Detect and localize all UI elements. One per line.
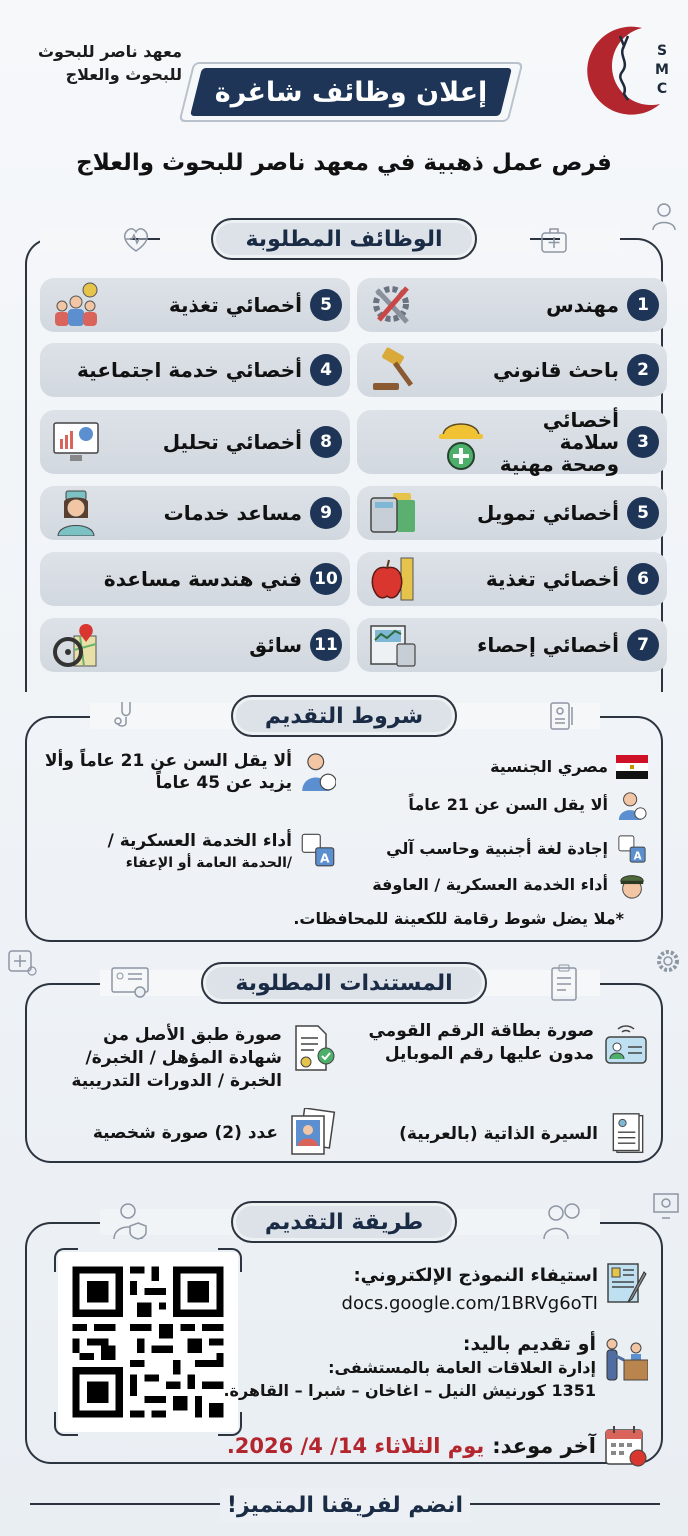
officer-icon <box>616 870 648 900</box>
job-number: 7 <box>627 629 659 661</box>
condition-text: ألا يقل السن عن 21 عاماً وألا <box>44 751 292 771</box>
condition-item <box>108 830 336 874</box>
job-label: أخصائي خدمة اجتماعية <box>77 358 302 382</box>
job-number: 11 <box>310 629 342 661</box>
inperson-apply-label: أو تقديم باليد: <box>462 1333 596 1355</box>
note-text: *ملا يضل شوط رقامة للكعينة للمحافظات. <box>293 909 624 928</box>
job-label: أخصائي تمويل <box>476 501 619 525</box>
page-subtitle: فرص عمل ذهبية في معهد ناصر للبحوث والعلاج <box>76 150 612 176</box>
people-money-icon <box>50 282 102 328</box>
apply-section-title: طريقة التقديم <box>231 1201 457 1243</box>
logo-letter-s: S <box>656 43 668 59</box>
jobs-section-title: الوظائف المطلوبة <box>211 218 476 260</box>
documents-section-header <box>0 960 688 1006</box>
gavel-icon <box>367 347 419 393</box>
job-number: 1 <box>627 289 659 321</box>
footer-cta: انضم لفريقنا المتميز! <box>226 1492 464 1518</box>
job-item <box>357 410 667 474</box>
svg-text:A: A <box>633 850 642 863</box>
document-item <box>71 1024 336 1093</box>
job-label: أخصائي تحليل <box>162 430 302 454</box>
calculator-money-icon <box>367 490 419 536</box>
resume-icon <box>608 1112 648 1156</box>
job-item <box>357 552 667 606</box>
statistics-calculator-icon <box>367 622 419 668</box>
deadline <box>227 1424 648 1468</box>
condition-item <box>372 870 648 900</box>
online-apply-label: استيفاء النموذج الإلكتروني: <box>353 1265 598 1286</box>
egypt-flag-icon <box>616 752 648 782</box>
translate-icon <box>300 830 336 870</box>
job-item <box>357 486 667 540</box>
translate-icon <box>616 834 648 864</box>
condition-text: يزيد عن 45 عاماً <box>155 773 292 793</box>
google-form-link[interactable]: docs.google.com/1BRVg6oTI <box>341 1293 598 1314</box>
condition-text: أداء الخدمة العسكرية / <box>107 831 292 851</box>
first-aid-kit-icon <box>538 224 570 256</box>
job-item <box>357 278 667 332</box>
heart-pulse-icon <box>120 223 152 255</box>
job-item <box>40 278 350 332</box>
condition-text: ألا يقل السن عن 21 عاماً <box>408 795 608 814</box>
address-text: 1351 كورنيش النيل – اغاخان – شبرا – القاهرة. <box>223 1381 596 1400</box>
page-title: إعلان وظائف شاغرة <box>214 76 488 108</box>
document-item <box>368 1020 648 1066</box>
job-number: 8 <box>310 426 342 458</box>
job-label: باحث قانوني <box>493 358 619 382</box>
title-banner <box>186 62 516 122</box>
condition-text: إجادة لغة أجنبية وحاسب آلي <box>386 839 608 858</box>
job-item <box>357 343 667 397</box>
job-item <box>40 343 350 397</box>
conditions-section-title: شروط التقديم <box>231 695 457 737</box>
deadline-label: آخر موعد: <box>492 1434 596 1458</box>
doctor-shield-icon <box>112 1201 148 1241</box>
job-label: أخصائي إحصاء <box>477 633 619 657</box>
job-item <box>40 618 350 672</box>
online-apply <box>342 1262 648 1318</box>
logo-letter-c: C <box>656 81 668 97</box>
qr-code-icon <box>58 1252 238 1432</box>
smc-logo <box>580 22 675 117</box>
qr-code[interactable] <box>58 1252 238 1432</box>
document-text: صورة طبق الأصل من <box>103 1025 282 1045</box>
document-text: صورة بطاقة الرقم القومي <box>368 1021 594 1041</box>
job-item <box>357 618 667 672</box>
job-number: 9 <box>310 497 342 529</box>
job-label: فني هندسة مساعدة <box>103 567 302 591</box>
monitor-chart-icon <box>50 419 102 465</box>
id-card-icon <box>604 1021 648 1065</box>
deadline-date: يوم الثلاثاء 14/ 4/ 2026. <box>226 1434 485 1458</box>
job-label: سائق <box>249 633 302 657</box>
form-pen-icon <box>606 1262 648 1306</box>
nurse-icon <box>50 490 102 536</box>
document-text: السيرة الذاتية (بالعربية) <box>399 1123 598 1144</box>
document-item <box>93 1108 336 1158</box>
job-label: أخصائي تغذية <box>485 567 619 591</box>
job-item <box>40 552 350 606</box>
condition-item <box>490 752 648 782</box>
apply-section-header <box>0 1199 688 1245</box>
condition-text: مصري الجنسية <box>490 757 608 776</box>
job-label: أخصائي سلامة وصحة مهنية <box>499 408 619 476</box>
hardhat-safety-icon <box>435 412 487 472</box>
condition-item <box>408 790 648 820</box>
institute-name-line2: للبحوث والعلاج <box>65 65 182 84</box>
job-number: 6 <box>627 563 659 595</box>
clipboard-icon <box>548 964 580 1002</box>
steering-map-icon <box>50 622 102 668</box>
documents-section-title: المستندات المطلوبة <box>201 962 486 1004</box>
document-text: عدد (2) صورة شخصية <box>92 1122 278 1143</box>
document-text: مدون عليها رقم الموبايل <box>384 1044 594 1064</box>
job-item <box>40 486 350 540</box>
calendar-clock-icon <box>604 1424 648 1468</box>
document-text: شهادة المؤهل / الخبرة/ <box>85 1048 282 1068</box>
person-clock-icon <box>616 790 648 820</box>
stethoscope-icon <box>110 699 142 731</box>
job-number: 4 <box>310 354 342 386</box>
condition-item <box>45 750 336 796</box>
institute-name <box>22 40 182 86</box>
clipboard-profile-icon <box>545 699 577 731</box>
tools-gear-icon <box>367 282 419 328</box>
job-number: 2 <box>627 354 659 386</box>
job-label: أخصائي تغذية <box>168 293 302 317</box>
support-agent-icon <box>542 1201 582 1241</box>
person-clock-icon <box>300 750 336 796</box>
job-item <box>40 410 350 474</box>
certificate-icon <box>110 964 150 1002</box>
footer-cta-wrap <box>220 1488 470 1522</box>
condition-text: /الحدمة العامة أو الإعفاء <box>125 855 292 871</box>
logo-letter-m: M <box>655 62 669 78</box>
reception-desk-icon <box>604 1336 648 1384</box>
job-number: 3 <box>627 426 659 458</box>
document-item <box>399 1112 648 1156</box>
svg-text:A: A <box>319 851 330 866</box>
apple-ruler-icon <box>367 556 419 602</box>
jobs-section-header <box>0 216 688 262</box>
job-number: 5 <box>310 289 342 321</box>
job-label: مساعد خدمات <box>163 501 302 525</box>
conditions-section-header <box>0 693 688 739</box>
inperson-apply <box>223 1332 648 1403</box>
certificate-check-icon <box>292 1024 336 1076</box>
job-label: مهندس <box>546 293 619 317</box>
department-text: إدارة العلاقات العامة بالمستشفى: <box>328 1358 596 1377</box>
conditions-note <box>293 908 624 930</box>
job-number: 10 <box>310 563 342 595</box>
institute-name-line1: معهد ناصر للبحوث <box>37 42 182 61</box>
condition-text: أداء الخدمة العسكرية / العاوفة <box>372 875 608 894</box>
document-text: الخبرة / الدورات التدريبية <box>71 1071 282 1091</box>
job-number: 5 <box>627 497 659 529</box>
condition-item <box>386 834 648 864</box>
photos-icon <box>288 1108 336 1158</box>
